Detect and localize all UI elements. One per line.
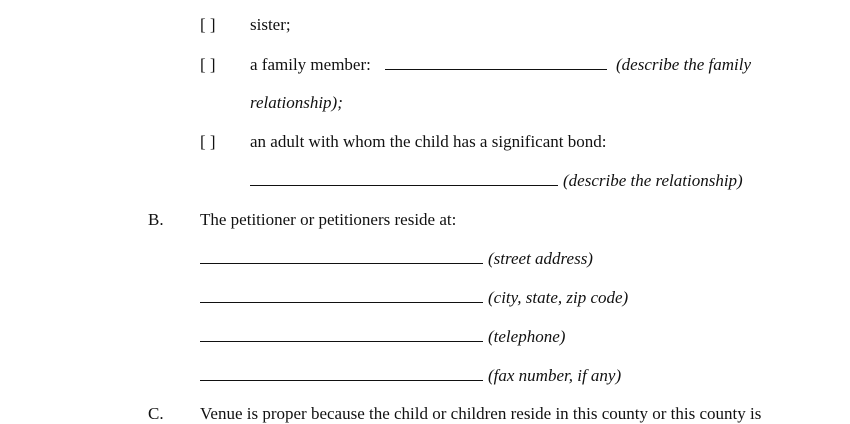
city-state-zip-hint: (city, state, zip code) [488,288,629,307]
section-c-partial [0,396,850,423]
adult-label: an adult with whom the child has a significant bond: [250,132,607,151]
street-address-hint: (street address) [488,249,593,268]
sister-label: sister; [250,15,291,34]
family-member-hint-cont: relationship); [250,93,343,112]
family-member-hint: (describe the family [616,55,752,74]
fax-field[interactable] [200,366,483,386]
adult-relationship-field[interactable] [250,171,558,191]
family-member-label: a family member: [250,55,371,74]
adult-checkbox[interactable]: [ ] [200,132,216,151]
adult-relationship-hint: (describe the relationship) [563,171,743,190]
section-c-text: Venue is proper because the child or children reside in this county or this county is [200,404,762,423]
street-address-field[interactable] [200,249,483,269]
telephone-field[interactable] [200,327,483,347]
sister-checkbox[interactable]: [ ] [200,15,216,34]
family-member-checkbox[interactable]: [ ] [200,55,216,74]
section-b-letter: B. [148,210,164,229]
telephone-hint: (telephone) [488,327,566,346]
family-relationship-field[interactable] [385,55,607,75]
fax-hint: (fax number, if any) [488,366,622,385]
section-c-letter: C. [148,404,164,423]
section-b-heading: The petitioner or petitioners reside at: [200,210,457,229]
city-state-zip-field[interactable] [200,288,483,308]
